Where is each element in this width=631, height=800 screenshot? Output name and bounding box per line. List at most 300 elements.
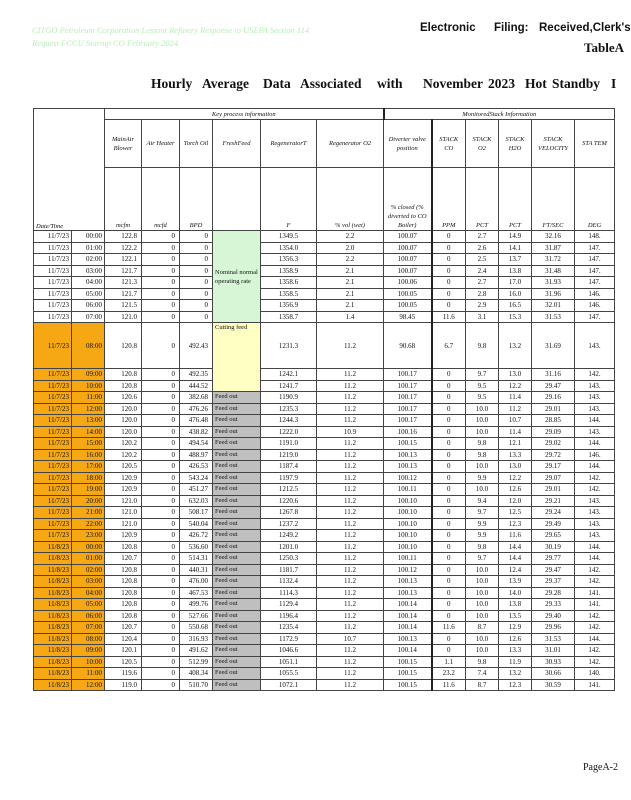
cell-ah: 0	[142, 656, 180, 668]
cell-o2: 10.0	[466, 587, 499, 599]
cell-rt: 1241.7	[261, 380, 317, 392]
cell-co: 0	[432, 472, 466, 484]
cell-h2o: 11.6	[499, 530, 532, 542]
cell-dv: 100.07	[384, 242, 432, 254]
cell-to: 494.54	[180, 438, 213, 450]
table-row	[34, 633, 615, 645]
cell-rt: 1051.1	[261, 656, 317, 668]
cell-mab: 120.1	[105, 645, 142, 657]
table-row	[34, 415, 615, 427]
cell-vel: 32.16	[532, 231, 575, 243]
table-row	[34, 380, 615, 392]
cell-o2: 9.8	[466, 449, 499, 461]
cell-o2: 10.0	[466, 564, 499, 576]
cell-co: 23.2	[432, 668, 466, 680]
cell-date: 11/8/23	[34, 656, 72, 668]
cell-o2: 7.4	[466, 668, 499, 680]
cell-time: 11:00	[72, 668, 105, 680]
cell-rt: 1249.2	[261, 530, 317, 542]
cell-dv: 100.13	[384, 587, 432, 599]
cell-h2o: 12.4	[499, 564, 532, 576]
cell-dv: 100.15	[384, 438, 432, 450]
col-torch-oil: Torch Oil	[180, 120, 213, 168]
cell-co: 0	[432, 518, 466, 530]
cell-tem: 147.	[575, 254, 615, 266]
cell-ah: 0	[142, 576, 180, 588]
cell-mab: 120.5	[105, 461, 142, 473]
cell-vel: 29.17	[532, 461, 575, 473]
col-air-heater: Air Heater	[142, 120, 180, 168]
cell-ah: 0	[142, 599, 180, 611]
cell-o2: 10.0	[466, 610, 499, 622]
unit-freshfeed	[213, 168, 261, 231]
title-word-6: November	[423, 76, 483, 91]
cell-co: 11.6	[432, 311, 466, 323]
cell-h2o: 14.4	[499, 541, 532, 553]
cell-ah: 0	[142, 484, 180, 496]
cell-o2: 2.8	[466, 288, 499, 300]
cell-date: 11/7/23	[34, 323, 72, 369]
cell-time: 19:00	[72, 484, 105, 496]
cell-time: 03:00	[72, 576, 105, 588]
col-mab: MainAir Blower	[105, 120, 142, 168]
cell-h2o: 11.2	[499, 403, 532, 415]
cell-to: 536.60	[180, 541, 213, 553]
cell-time: 18:00	[72, 472, 105, 484]
cell-freshfeed-note: Feed out	[213, 656, 261, 668]
cell-date: 11/8/23	[34, 564, 72, 576]
cell-h2o: 14.4	[499, 553, 532, 565]
cell-ro2: 2.2	[317, 254, 384, 266]
cell-to: 444.52	[180, 380, 213, 392]
cell-dv: 100.07	[384, 254, 432, 266]
cell-freshfeed-note: Feed out	[213, 495, 261, 507]
cell-time: 23:00	[72, 530, 105, 542]
cell-dv: 100.16	[384, 426, 432, 438]
cell-freshfeed-note: Feed out	[213, 633, 261, 645]
cell-to: 550.68	[180, 622, 213, 634]
table-row	[34, 300, 615, 312]
cell-rt: 1349.5	[261, 231, 317, 243]
cell-ah: 0	[142, 518, 180, 530]
col-stack-temp: STA TEM	[575, 120, 615, 168]
table-body	[34, 231, 615, 691]
cell-tem: 143.	[575, 403, 615, 415]
cell-vel: 29.01	[532, 484, 575, 496]
filing-word-1: Electronic	[420, 22, 476, 34]
cell-time: 00:00	[72, 231, 105, 243]
cell-mab: 120.7	[105, 622, 142, 634]
cell-co: 0	[432, 484, 466, 496]
cell-freshfeed-note: Feed out	[213, 668, 261, 680]
title-word-10: I	[611, 76, 617, 91]
cell-ah: 0	[142, 461, 180, 473]
cell-time: 06:00	[72, 610, 105, 622]
cell-ro2: 11.2	[317, 507, 384, 519]
cell-mab: 120.4	[105, 633, 142, 645]
cell-dv: 100.14	[384, 622, 432, 634]
cell-rt: 1046.6	[261, 645, 317, 657]
table-row	[34, 472, 615, 484]
cell-h2o: 12.3	[499, 518, 532, 530]
cell-o2: 9.8	[466, 541, 499, 553]
cell-dv: 100.14	[384, 599, 432, 611]
cell-to: 512.99	[180, 656, 213, 668]
cell-date: 11/7/23	[34, 484, 72, 496]
cell-vel: 31.87	[532, 242, 575, 254]
cell-dv: 100.17	[384, 392, 432, 404]
cell-dv: 100.13	[384, 576, 432, 588]
cell-h2o: 13.5	[499, 610, 532, 622]
cell-tem: 148.	[575, 231, 615, 243]
cell-vel: 31.48	[532, 265, 575, 277]
cell-h2o: 15.3	[499, 311, 532, 323]
col-stack-o2: STACK O2	[466, 120, 499, 168]
cell-tem: 143.	[575, 380, 615, 392]
cell-time: 10:00	[72, 380, 105, 392]
cell-rt: 1132.4	[261, 576, 317, 588]
cell-mab: 120.6	[105, 392, 142, 404]
cell-freshfeed-note: Feed out	[213, 541, 261, 553]
cell-time: 22:00	[72, 518, 105, 530]
cell-time: 05:00	[72, 288, 105, 300]
cell-date: 11/7/23	[34, 254, 72, 266]
cell-o2: 10.0	[466, 461, 499, 473]
cell-time: 12:00	[72, 679, 105, 691]
cell-vel: 29.47	[532, 564, 575, 576]
cell-o2: 9.8	[466, 656, 499, 668]
cell-rt: 1114.3	[261, 587, 317, 599]
cell-tem: 143.	[575, 392, 615, 404]
cell-to: 508.17	[180, 507, 213, 519]
cell-tem: 143.	[575, 495, 615, 507]
cell-date: 11/8/23	[34, 645, 72, 657]
title-word-5: with	[377, 76, 403, 91]
cell-co: 0	[432, 380, 466, 392]
cell-freshfeed-note: Feed out	[213, 576, 261, 588]
title-word-3: Data	[263, 76, 291, 91]
cell-dv: 100.11	[384, 484, 432, 496]
unit-stack-o2: PCT	[466, 168, 499, 231]
cell-co: 0	[432, 300, 466, 312]
cell-to: 451.27	[180, 484, 213, 496]
cell-o2: 9.4	[466, 495, 499, 507]
cell-to: 0	[180, 277, 213, 289]
cell-time: 02:00	[72, 564, 105, 576]
cell-mab: 121.5	[105, 300, 142, 312]
cell-co: 0	[432, 633, 466, 645]
cell-ro2: 11.2	[317, 461, 384, 473]
cell-ro2: 11.2	[317, 668, 384, 680]
cell-date: 11/8/23	[34, 622, 72, 634]
cell-freshfeed-note: Nominal normal operating rate	[213, 231, 261, 323]
cell-rt: 1358.9	[261, 265, 317, 277]
cell-to: 632.03	[180, 495, 213, 507]
cell-to: 426.53	[180, 461, 213, 473]
cell-freshfeed-note: Feed out	[213, 530, 261, 542]
cell-co: 0	[432, 392, 466, 404]
cell-dv: 100.05	[384, 300, 432, 312]
title-word-4: Associated	[300, 76, 362, 91]
cell-tem: 146.	[575, 288, 615, 300]
cell-vel: 30.59	[532, 679, 575, 691]
cell-time: 09:00	[72, 645, 105, 657]
cell-dv: 100.10	[384, 541, 432, 553]
cell-tem: 144.	[575, 415, 615, 427]
col-stack-co: STACK CO	[432, 120, 466, 168]
cell-tem: 146.	[575, 449, 615, 461]
cell-date: 11/7/23	[34, 392, 72, 404]
cell-dv: 100.12	[384, 564, 432, 576]
cell-co: 0	[432, 242, 466, 254]
cell-co: 0	[432, 495, 466, 507]
cell-tem: 146.	[575, 300, 615, 312]
cell-to: 492.43	[180, 323, 213, 369]
cell-freshfeed-note: Feed out	[213, 403, 261, 415]
cell-rt: 1055.5	[261, 668, 317, 680]
cell-vel: 29.28	[532, 587, 575, 599]
cell-o2: 9.8	[466, 323, 499, 369]
cell-co: 0	[432, 541, 466, 553]
cell-tem: 142.	[575, 656, 615, 668]
cell-mab: 121.0	[105, 507, 142, 519]
cell-tem: 147.	[575, 242, 615, 254]
cell-rt: 1190.9	[261, 392, 317, 404]
title-word-2: Average	[202, 76, 249, 91]
table-row	[34, 645, 615, 657]
unit-regen-o2: % vol (wet)	[317, 168, 384, 231]
cell-ro2: 1.4	[317, 311, 384, 323]
cell-rt: 1237.2	[261, 518, 317, 530]
cell-mab: 121.7	[105, 288, 142, 300]
cell-tem: 143.	[575, 323, 615, 369]
cell-ah: 0	[142, 300, 180, 312]
cell-ah: 0	[142, 472, 180, 484]
table-row	[34, 622, 615, 634]
cell-mab: 120.9	[105, 484, 142, 496]
cell-time: 06:00	[72, 300, 105, 312]
cell-tem: 141.	[575, 587, 615, 599]
cell-h2o: 12.9	[499, 622, 532, 634]
cell-ro2: 11.2	[317, 576, 384, 588]
cell-time: 02:00	[72, 254, 105, 266]
cell-freshfeed-note: Feed out	[213, 472, 261, 484]
cell-date: 11/7/23	[34, 380, 72, 392]
unit-mab: mcfm	[105, 168, 142, 231]
cell-tem: 143.	[575, 507, 615, 519]
page-number: PageA-2	[583, 762, 618, 773]
cell-ah: 0	[142, 622, 180, 634]
cell-dv: 100.13	[384, 449, 432, 461]
cell-mab: 120.7	[105, 553, 142, 565]
cell-vel: 31.53	[532, 311, 575, 323]
cell-ro2: 11.2	[317, 392, 384, 404]
cell-ah: 0	[142, 564, 180, 576]
cell-mab: 121.0	[105, 311, 142, 323]
cell-to: 527.66	[180, 610, 213, 622]
cell-dv: 100.11	[384, 553, 432, 565]
cell-mab: 119.6	[105, 668, 142, 680]
cell-ah: 0	[142, 380, 180, 392]
cell-rt: 1196.4	[261, 610, 317, 622]
cell-h2o: 13.9	[499, 576, 532, 588]
cell-tem: 144.	[575, 633, 615, 645]
table-row	[34, 277, 615, 289]
cell-o2: 10.0	[466, 633, 499, 645]
cell-to: 0	[180, 231, 213, 243]
cell-freshfeed-note: Feed out	[213, 392, 261, 404]
table-row	[34, 679, 615, 691]
cell-dv: 100.07	[384, 231, 432, 243]
cell-mab: 120.0	[105, 426, 142, 438]
cell-rt: 1235.3	[261, 403, 317, 415]
cell-tem: 147.	[575, 265, 615, 277]
unit-torch-oil: BPD	[180, 168, 213, 231]
cell-o2: 9.7	[466, 507, 499, 519]
cell-mab: 120.5	[105, 656, 142, 668]
cell-time: 08:00	[72, 323, 105, 369]
cell-time: 08:00	[72, 633, 105, 645]
cell-ro2: 11.2	[317, 438, 384, 450]
cell-rt: 1235.4	[261, 622, 317, 634]
cell-time: 10:00	[72, 656, 105, 668]
table-row	[34, 438, 615, 450]
cell-freshfeed-note: Feed out	[213, 622, 261, 634]
cell-mab: 120.8	[105, 610, 142, 622]
cell-vel: 29.72	[532, 449, 575, 461]
filing-word-3: Received,Clerk's	[539, 22, 631, 34]
cell-to: 0	[180, 288, 213, 300]
cell-h2o: 13.2	[499, 668, 532, 680]
cell-vel: 28.85	[532, 415, 575, 427]
table-row	[34, 311, 615, 323]
cell-ro2: 11.2	[317, 495, 384, 507]
cell-o2: 2.9	[466, 300, 499, 312]
cell-tem: 142.	[575, 484, 615, 496]
cell-o2: 2.7	[466, 277, 499, 289]
cell-o2: 9.9	[466, 518, 499, 530]
cell-time: 03:00	[72, 265, 105, 277]
cell-ah: 0	[142, 242, 180, 254]
cell-mab: 121.7	[105, 265, 142, 277]
cell-date: 11/8/23	[34, 599, 72, 611]
table-row	[34, 668, 615, 680]
cell-rt: 1250.3	[261, 553, 317, 565]
cell-rt: 1220.6	[261, 495, 317, 507]
cell-o2: 9.9	[466, 530, 499, 542]
cell-rt: 1212.5	[261, 484, 317, 496]
cell-h2o: 12.0	[499, 495, 532, 507]
cell-freshfeed-note: Feed out	[213, 484, 261, 496]
cell-mab: 120.8	[105, 599, 142, 611]
cell-dv: 100.10	[384, 530, 432, 542]
cell-to: 0	[180, 242, 213, 254]
cell-mab: 120.9	[105, 472, 142, 484]
group-monitored-stack: MonitoredStack Information	[384, 109, 615, 120]
cell-vel: 30.66	[532, 668, 575, 680]
cell-mab: 121.3	[105, 277, 142, 289]
cell-time: 11:00	[72, 392, 105, 404]
cell-rt: 1242.1	[261, 369, 317, 381]
cell-co: 0	[432, 438, 466, 450]
cell-ah: 0	[142, 426, 180, 438]
cell-freshfeed-note: Feed out	[213, 564, 261, 576]
cell-rt: 1358.6	[261, 277, 317, 289]
cell-tem: 141.	[575, 679, 615, 691]
table-row	[34, 369, 615, 381]
cell-h2o: 11.4	[499, 426, 532, 438]
cell-ah: 0	[142, 392, 180, 404]
cell-co: 0	[432, 277, 466, 289]
table-row	[34, 587, 615, 599]
cell-date: 11/7/23	[34, 449, 72, 461]
cell-mab: 120.2	[105, 438, 142, 450]
cell-ro2: 11.2	[317, 449, 384, 461]
cell-mab: 120.8	[105, 576, 142, 588]
cell-date: 11/7/23	[34, 461, 72, 473]
cell-dv: 100.13	[384, 461, 432, 473]
cell-tem: 144.	[575, 541, 615, 553]
hourly-data-table	[33, 108, 615, 691]
cell-ah: 0	[142, 679, 180, 691]
title-word-1: Hourly	[151, 76, 193, 91]
cell-freshfeed-note: Feed out	[213, 553, 261, 565]
cell-ro2: 11.2	[317, 679, 384, 691]
cell-mab: 121.0	[105, 495, 142, 507]
cell-o2: 10.0	[466, 426, 499, 438]
cell-freshfeed-note: Feed out	[213, 449, 261, 461]
cell-o2: 3.1	[466, 311, 499, 323]
cell-time: 17:00	[72, 461, 105, 473]
cell-mab: 120.8	[105, 369, 142, 381]
cell-ah: 0	[142, 553, 180, 565]
table-row	[34, 242, 615, 254]
cell-h2o: 14.1	[499, 242, 532, 254]
cell-ah: 0	[142, 369, 180, 381]
cell-to: 499.76	[180, 599, 213, 611]
col-regen-o2: Regenerator O2	[317, 120, 384, 168]
cell-tem: 144.	[575, 438, 615, 450]
cell-tem: 141.	[575, 599, 615, 611]
cell-date: 11/7/23	[34, 288, 72, 300]
cell-h2o: 12.1	[499, 438, 532, 450]
cell-mab: 122.2	[105, 242, 142, 254]
cell-date: 11/7/23	[34, 311, 72, 323]
cell-to: 476.48	[180, 415, 213, 427]
cell-vel: 31.01	[532, 645, 575, 657]
group-header-row	[34, 109, 615, 120]
cell-tem: 147.	[575, 311, 615, 323]
cell-vel: 30.19	[532, 541, 575, 553]
cell-vel: 29.96	[532, 622, 575, 634]
cell-o2: 9.5	[466, 380, 499, 392]
cell-ro2: 11.2	[317, 530, 384, 542]
cell-date: 11/8/23	[34, 587, 72, 599]
table-row	[34, 426, 615, 438]
cell-to: 408.34	[180, 668, 213, 680]
cell-date: 11/7/23	[34, 530, 72, 542]
cell-co: 0	[432, 415, 466, 427]
col-diverter: Diverter valve position	[384, 120, 432, 168]
cell-rt: 1219.0	[261, 449, 317, 461]
cell-tem: 144.	[575, 461, 615, 473]
cell-freshfeed-note: Feed out	[213, 679, 261, 691]
table-row	[34, 610, 615, 622]
cell-dv: 100.17	[384, 403, 432, 415]
cell-co: 0	[432, 265, 466, 277]
cell-o2: 9.5	[466, 392, 499, 404]
cell-time: 07:00	[72, 622, 105, 634]
